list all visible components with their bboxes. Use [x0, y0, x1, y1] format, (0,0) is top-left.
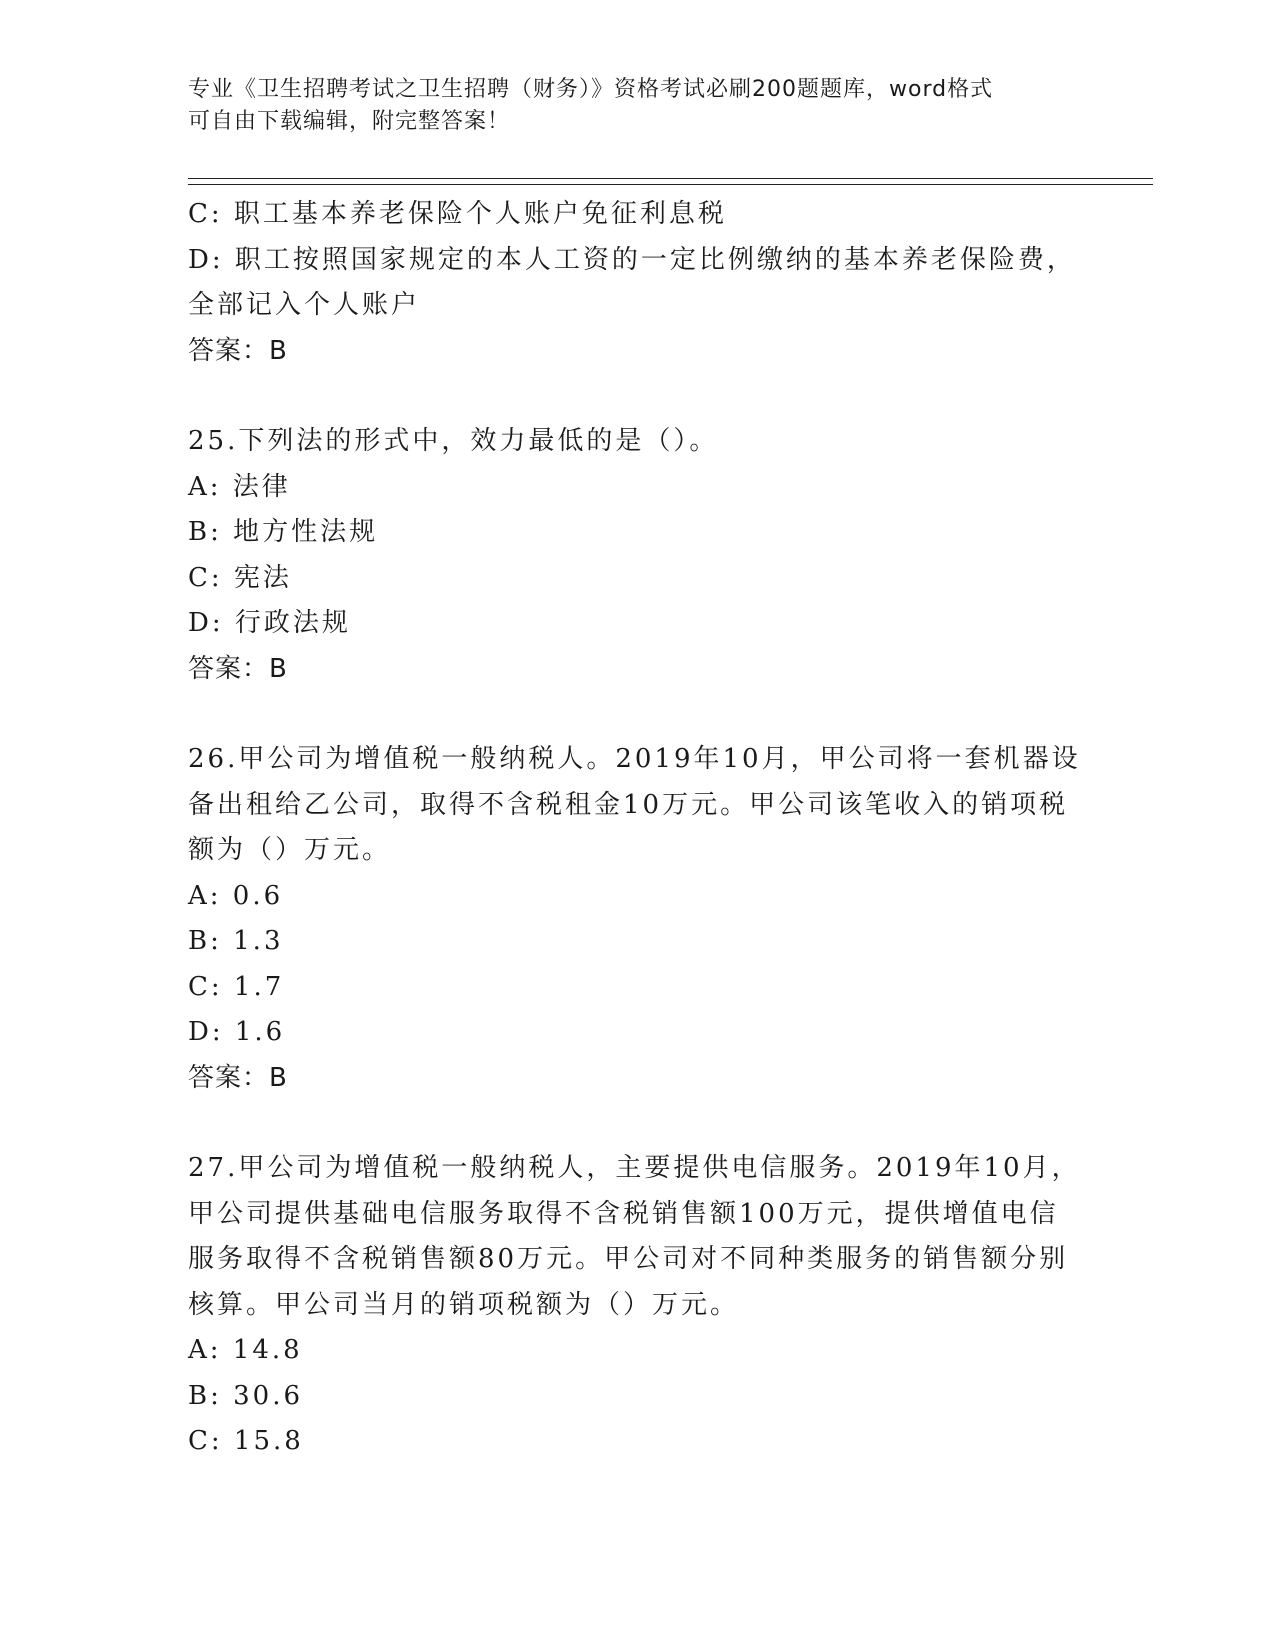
answer: 答案：B — [188, 335, 288, 366]
prev-question-tail — [188, 192, 1088, 374]
header-line-2: 可自由下载编辑，附完整答案！ — [188, 109, 511, 134]
question-25 — [188, 419, 1088, 692]
question-27 — [188, 1146, 1088, 1465]
question-stem-continued: 额为（）万元。 — [188, 835, 392, 865]
question-list — [188, 192, 1088, 1465]
option-b: B: 30.6 — [188, 1380, 304, 1411]
option-c: C: 15.8 — [188, 1426, 304, 1456]
question-stem-continued: 甲公司提供基础电信服务取得不含税销售额100万元，提供增值电信 — [188, 1198, 1059, 1229]
header-line-1: 专业《卫生招聘考试之卫生招聘（财务）》资格考试必刷200题题库，word格式 — [188, 77, 994, 102]
question-stem: 26.甲公司为增值税一般纳税人。2019年10月，甲公司将一套机器设 — [188, 744, 1081, 774]
option-c: C: 职工基本养老保险个人账户免征利息税 — [188, 199, 727, 229]
question-stem-continued: 服务取得不含税销售额80万元。甲公司对不同种类服务的销售额分别 — [188, 1244, 1069, 1274]
question-stem: 27.甲公司为增值税一般纳税人，主要提供电信服务。2019年10月， — [188, 1153, 1081, 1183]
spacer — [188, 374, 1088, 419]
answer: 答案：B — [188, 1062, 288, 1093]
spacer — [188, 1101, 1088, 1146]
question-stem-continued: 备出租给乙公司，取得不含税租金10万元。甲公司该笔收入的销项税 — [188, 789, 1069, 820]
spacer — [188, 692, 1088, 737]
option-a: A: 14.8 — [188, 1335, 303, 1365]
option-c: C: 宪法 — [188, 562, 292, 593]
option-d: D: 1.6 — [188, 1017, 286, 1047]
question-stem: 25.下列法的形式中，效力最低的是（）。 — [188, 426, 719, 456]
question-26 — [188, 737, 1088, 1101]
header-divider-top — [188, 178, 1153, 179]
option-c: C: 1.7 — [188, 971, 285, 1002]
option-b: B: 1.3 — [188, 926, 284, 956]
question-stem-continued: 核算。甲公司当月的销项税额为（）万元。 — [188, 1289, 740, 1320]
option-a: A: 0.6 — [188, 880, 284, 911]
header-divider-bottom — [188, 184, 1153, 185]
option-d: D: 职工按照国家规定的本人工资的一定比例缴纳的基本养老保险费， — [188, 244, 1076, 275]
option-d-continued: 全部记入个人账户 — [188, 290, 421, 320]
option-b: B: 地方性法规 — [188, 517, 379, 547]
option-a: A: 法律 — [188, 471, 291, 502]
answer: 答案：B — [188, 653, 288, 684]
document-header — [188, 74, 1068, 138]
option-d: D: 行政法规 — [188, 608, 351, 638]
